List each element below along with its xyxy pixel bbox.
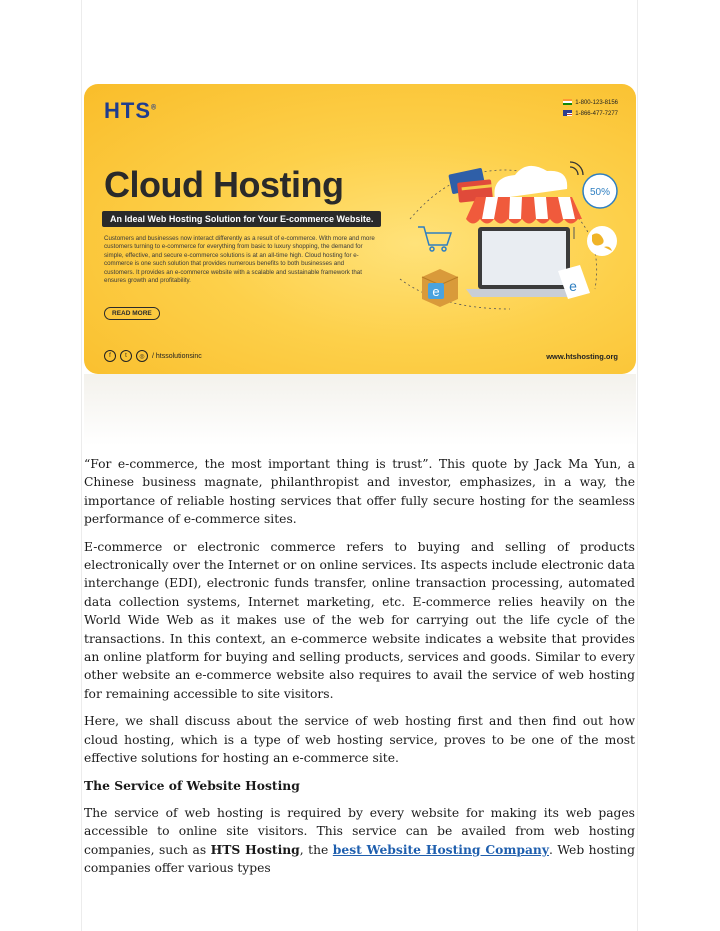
- page-edge-left: [81, 0, 82, 931]
- us-flag-icon: [563, 110, 572, 116]
- banner-body-text: Customers and businesses now interact differently as a result of e-commerce. With more and more customers turning to e-commerce for everything from basic to luxury shopping, the demand for simple, effective, and secure e-commerce solutions is at an all-time high. Cloud hosting for e-commerce is one such solution that provides numerous benefits to both businesses and customers. It provides an e-commerce website with a scalable and sustainable framework that ensures growth and profitability.: [104, 235, 375, 285]
- ecommerce-illustration: [380, 159, 620, 334]
- twitter-icon[interactable]: t: [120, 350, 132, 362]
- best-website-hosting-company-link[interactable]: best Website Hosting Company: [332, 841, 550, 857]
- discount-badge: [583, 174, 617, 208]
- hts-logo: HTS®: [104, 98, 158, 123]
- instagram-icon[interactable]: ◎: [136, 350, 148, 362]
- banner-title: Cloud Hosting: [104, 164, 344, 205]
- paragraph-3: Here, we shall discuss about the service of web hosting first and then find out how cloud hosting, which is a type of web hosting service, proves to be one of the most effective solutions for hosting an e-commerce site.: [84, 714, 635, 766]
- social-links: [104, 350, 202, 362]
- paragraph-2: E-commerce or electronic commerce refers to buying and selling of products electronically over the Internet or on online services. Its aspects include electronic data interchange (EDI), electronic funds transfer, online transaction processing, automated data collection systems, Internet marketing, etc. E-commerce relies heavily on the World Wide Web as it makes use of the web for carrying out the life cycle of the transactions. In this context, an e-commerce website indicates a website that provides an online platform for buying and selling products, services and goods. Similar to every other website an e-commerce website also requires to avail the service of web hosting for remaining accessible to site visitors.: [84, 539, 635, 701]
- wifi-icon: [570, 162, 583, 175]
- cloud-icon: [494, 166, 567, 199]
- read-more-button[interactable]: READ MORE: [104, 307, 160, 320]
- hts-hosting-bold: HTS Hosting: [210, 841, 300, 857]
- globe-icon: [587, 226, 617, 256]
- page-edge-right: [637, 0, 638, 931]
- svg-text:50%: 50%: [589, 187, 611, 198]
- article-body: [84, 455, 635, 887]
- banner-reflection: [84, 374, 636, 446]
- facebook-icon[interactable]: f: [104, 350, 116, 362]
- svg-text:e: e: [432, 284, 440, 299]
- cloud-hosting-banner: [84, 84, 636, 374]
- website-url: www.htshosting.org: [546, 352, 618, 361]
- phone-numbers: [563, 98, 618, 120]
- phone-us: 1-866-477-7277: [575, 111, 618, 117]
- svg-text:e: e: [569, 278, 577, 294]
- banner-subtitle: An Ideal Web Hosting Solution for Your E-commerce Website.: [102, 211, 381, 227]
- india-flag-icon: [563, 99, 572, 105]
- phone-in: 1-800-123-8156: [575, 100, 618, 106]
- section-heading: The Service of Website Hosting: [84, 777, 300, 793]
- social-handle: / htssolutionsinc: [152, 352, 202, 360]
- paragraph-4: The service of web hosting is required by every website for making its web pages accessible to online site visitors. This service can be availed from web hosting companies, such as HTS Hosting, the best Website Hosting Company. Web hosting companies offer various types: [84, 805, 635, 876]
- package-box-icon: [422, 269, 458, 307]
- paragraph-1: “For e-commerce, the most important thing is trust”. This quote by Jack Ma Yun, a Chinese business magnate, philanthropist and investor, emphasizes, in a way, the importance of reliable hosting services that offer fully secure hosting for the seamless performance of e-commerce sites.: [84, 457, 635, 527]
- shopping-cart-icon: [418, 227, 451, 251]
